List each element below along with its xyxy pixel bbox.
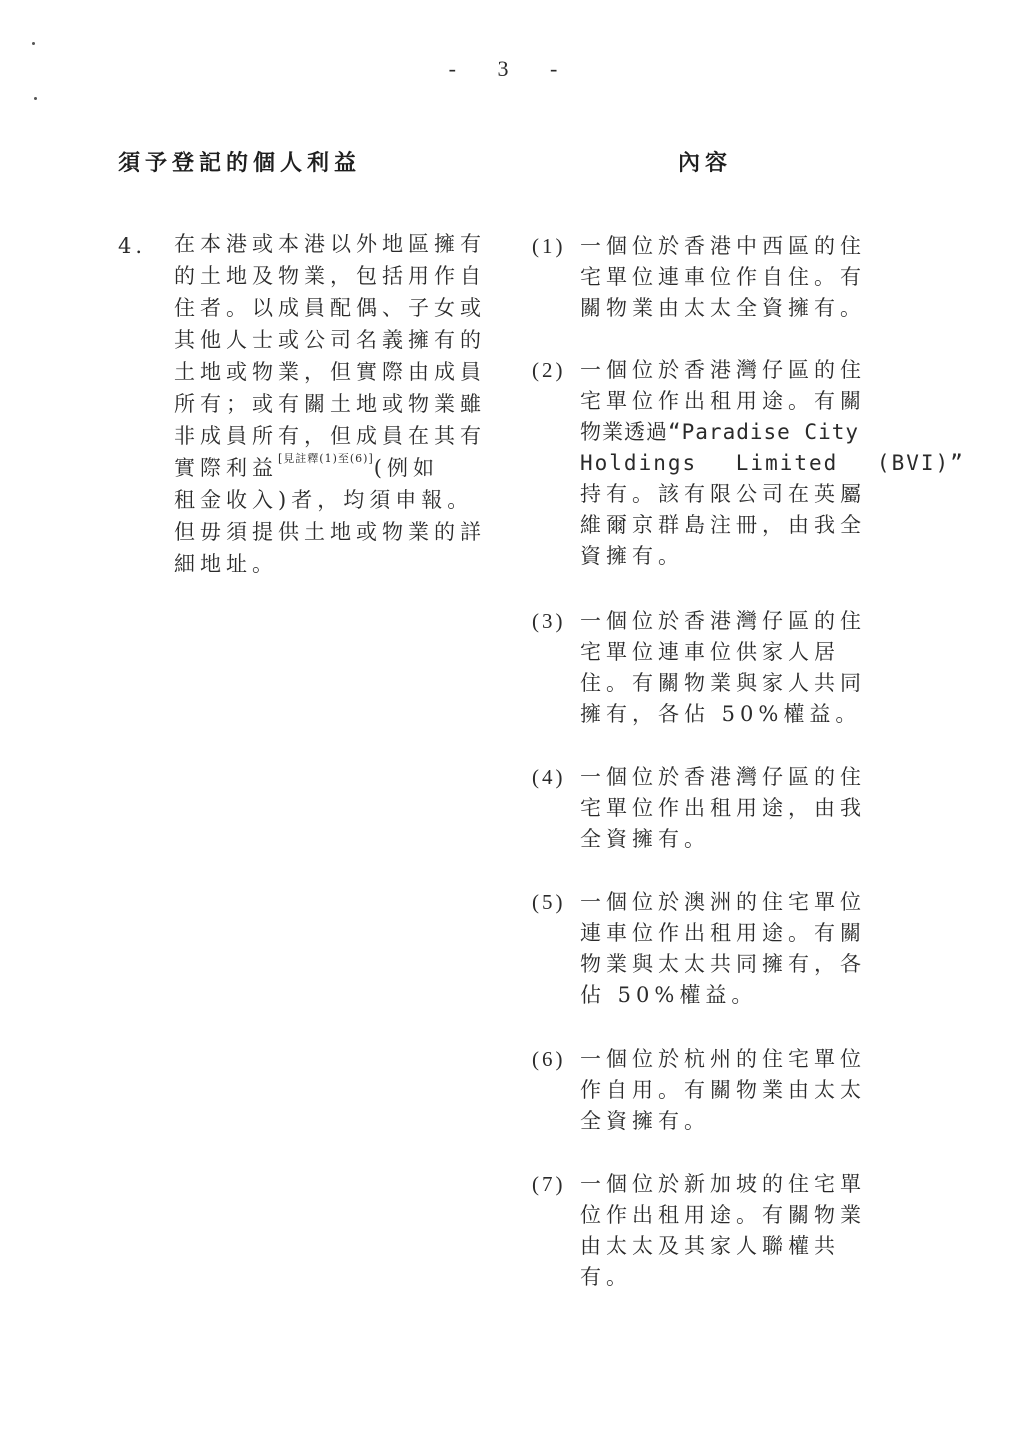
item-description-line: 但毋須提供土地或物業的詳 — [174, 520, 486, 544]
entry-line: 資擁有。 — [580, 544, 684, 568]
item-description-line: 所有；或有關土地或物業雖 — [174, 392, 486, 416]
entry-line: 住。有關物業與家人共同 — [580, 671, 866, 695]
item-number: 4. — [118, 234, 147, 258]
entry-number: (4) — [532, 765, 566, 789]
entry-line: Holdings Limited (BVI)” — [580, 451, 965, 475]
content-entry-5 — [532, 887, 912, 1011]
entry-line: 由太太及其家人聯權共 — [580, 1234, 840, 1258]
entry-line: 全資擁有。 — [580, 827, 710, 851]
entry-number: (6) — [532, 1047, 566, 1071]
entry-line: 一個位於杭州的住宅單位 — [580, 1047, 866, 1071]
item-description-line: 非成員所有，但成員在其有 — [174, 424, 486, 448]
entry-line: 宅單位作出租用途，由我 — [580, 796, 866, 820]
footnote-reference: [見註釋(1)至(6)] — [278, 452, 374, 465]
content-entry-2 — [532, 355, 965, 572]
entry-line: 有。 — [580, 1265, 632, 1289]
entry-line: 擁有，各佔 50%權益。 — [580, 702, 862, 726]
scan-speck — [32, 42, 35, 45]
entry-line: 一個位於香港灣仔區的住 — [580, 358, 866, 382]
entry-line: 全資擁有。 — [580, 1109, 710, 1133]
item-description-line: 的土地及物業，包括用作自 — [174, 264, 486, 288]
item-description-line: 細地址。 — [174, 552, 278, 576]
item-description-line: 租金收入)者，均須申報。 — [174, 488, 474, 512]
item-description-line: 在本港或本港以外地區擁有 — [174, 232, 486, 256]
item-description — [174, 228, 514, 580]
entry-line: 連車位作出租用途。有關 — [580, 921, 866, 945]
entry-number: (2) — [532, 358, 566, 382]
entry-line: 一個位於香港灣仔區的住 — [580, 765, 866, 789]
entry-number: (3) — [532, 609, 566, 633]
content-entry-4 — [532, 762, 912, 855]
scan-speck — [34, 97, 37, 100]
entry-line: 物業與太太共同擁有，各 — [580, 952, 866, 976]
content-entry-6 — [532, 1044, 912, 1137]
column-heading-content: 內容 — [678, 151, 733, 176]
item-description-line: 其他人士或公司名義擁有的 — [174, 328, 486, 352]
entry-line: 一個位於香港中西區的住 — [580, 234, 866, 258]
entry-line: 宅單位連車位供家人居 — [580, 640, 840, 664]
page-number: - 3 - — [448, 56, 576, 81]
entry-line: 宅單位作出租用途。有關 — [580, 389, 866, 413]
entry-line: 宅單位連車位作自住。有 — [580, 265, 866, 289]
entry-line: 物業透過“Paradise City — [580, 420, 860, 444]
content-entry-7 — [532, 1169, 912, 1293]
entry-line: 位作出租用途。有關物業 — [580, 1203, 866, 1227]
entry-number: (1) — [532, 234, 566, 258]
line-text: (例如 — [373, 456, 439, 480]
entry-number: (5) — [532, 890, 566, 914]
entry-line: 一個位於香港灣仔區的住 — [580, 609, 866, 633]
entry-line: 維爾京群島注冊，由我全 — [580, 513, 866, 537]
entry-line: 一個位於澳洲的住宅單位 — [580, 890, 866, 914]
content-entry-1 — [532, 231, 912, 324]
item-description-line: 住者。以成員配偶、子女或 — [174, 296, 486, 320]
entry-line: 關物業由太太全資擁有。 — [580, 296, 866, 320]
entry-line: 一個位於新加坡的住宅單 — [580, 1172, 866, 1196]
entry-line: 佔 50%權益。 — [580, 983, 758, 1007]
line-text: 實際利益 — [174, 456, 278, 480]
entry-number: (7) — [532, 1172, 566, 1196]
item-description-line: 土地或物業，但實際由成員 — [174, 360, 486, 384]
entry-line: 作自用。有關物業由太太 — [580, 1078, 866, 1102]
column-heading-interests: 須予登記的個人利益 — [118, 151, 362, 176]
item-description-line — [174, 452, 514, 484]
content-entry-3 — [532, 606, 912, 730]
entry-line: 持有。該有限公司在英屬 — [580, 482, 866, 506]
